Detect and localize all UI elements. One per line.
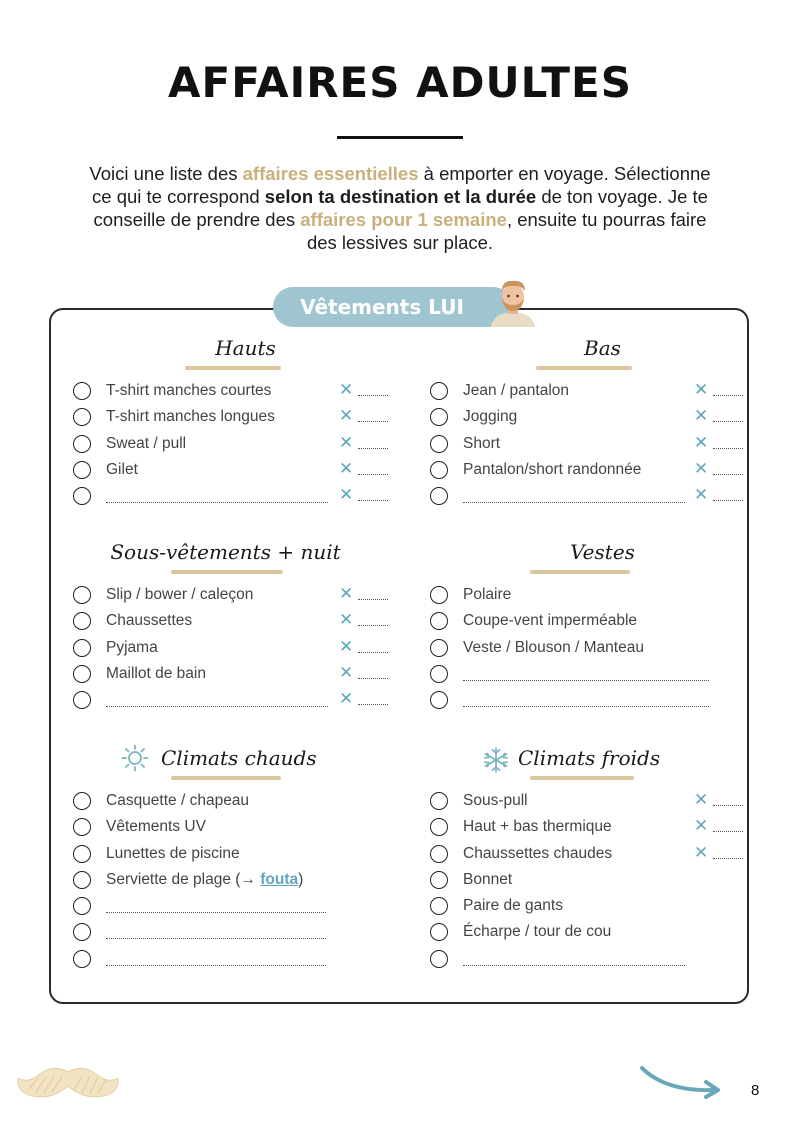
item-label: Polaire	[463, 586, 512, 603]
section-underline	[530, 570, 630, 574]
blank-line[interactable]	[106, 706, 328, 707]
checklist-item-blank[interactable]	[73, 895, 418, 921]
checkbox[interactable]	[430, 408, 448, 426]
checkbox[interactable]	[430, 897, 448, 915]
item-label: Casquette / chapeau	[106, 792, 250, 809]
section-underline	[185, 366, 281, 370]
close-icon: ✕	[339, 610, 354, 631]
section-bas	[430, 336, 775, 511]
blank-line[interactable]	[463, 706, 709, 707]
checkbox[interactable]	[73, 665, 91, 683]
checkbox[interactable]	[73, 487, 91, 505]
checkbox[interactable]	[73, 586, 91, 604]
checkbox[interactable]	[430, 845, 448, 863]
checklist-item[interactable]	[430, 406, 775, 432]
blank-line[interactable]	[463, 680, 709, 681]
checklist-item[interactable]	[73, 843, 418, 869]
quantity-line[interactable]	[358, 500, 388, 501]
blank-line[interactable]	[106, 502, 328, 503]
close-icon: ✕	[339, 380, 354, 400]
close-icon: ✕	[694, 816, 709, 837]
checkbox[interactable]	[73, 435, 91, 453]
checkbox[interactable]	[73, 691, 91, 709]
checkbox[interactable]	[430, 950, 448, 968]
section-hauts	[73, 336, 418, 511]
checkbox[interactable]	[73, 818, 91, 836]
close-icon: ✕	[339, 432, 354, 453]
checklist-item-blank[interactable]	[73, 485, 418, 511]
section-title: Hauts	[215, 336, 276, 360]
close-icon: ✕	[339, 584, 354, 604]
quantity-line[interactable]	[358, 421, 388, 422]
item-label: Chaussettes chaudes	[463, 844, 613, 862]
sun-icon	[121, 744, 149, 772]
checklist-item[interactable]	[73, 790, 418, 816]
checkbox[interactable]	[73, 950, 91, 968]
close-icon: ✕	[694, 485, 709, 506]
intro-highlight: affaires pour 1 semaine	[300, 209, 507, 230]
checklist-item-blank[interactable]	[73, 921, 418, 947]
checkbox[interactable]	[430, 639, 448, 657]
section-underline	[530, 776, 634, 780]
blank-line[interactable]	[106, 965, 326, 966]
item-label: Coupe-vent imperméable	[463, 612, 638, 630]
checklist-item-blank[interactable]	[430, 948, 775, 974]
page-title: AFFAIRES ADULTES	[168, 58, 632, 107]
item-label: Jogging	[463, 408, 518, 426]
checklist-item[interactable]	[73, 663, 418, 689]
page-number: 8	[751, 1082, 760, 1099]
checklist-item[interactable]	[430, 790, 775, 816]
item-label: Short	[463, 434, 501, 452]
section-header	[430, 336, 775, 380]
item-label-text: )	[298, 870, 304, 888]
checklist-item[interactable]	[430, 869, 775, 895]
quantity-line[interactable]	[713, 448, 743, 449]
intro-paragraph	[80, 162, 720, 254]
section-underline	[536, 366, 632, 370]
item-label-text: Serviette de plage (→	[106, 870, 261, 888]
item-label: Pantalon/short randonnée	[463, 460, 642, 478]
quantity-line[interactable]	[358, 678, 388, 679]
item-label: Jean / pantalon	[463, 382, 570, 399]
quantity-line[interactable]	[713, 395, 743, 396]
checkbox[interactable]	[430, 871, 448, 889]
item-label: Haut + bas thermique	[463, 818, 612, 836]
checklist-item[interactable]	[73, 433, 418, 459]
checklist-item[interactable]	[430, 459, 775, 485]
checklist-item[interactable]	[430, 921, 775, 947]
close-icon: ✕	[694, 406, 709, 427]
title-underline	[337, 136, 463, 139]
checkbox[interactable]	[73, 897, 91, 915]
checklist-item[interactable]	[73, 610, 418, 636]
checklist-item[interactable]	[73, 459, 418, 485]
checkbox[interactable]	[73, 408, 91, 426]
quantity-line[interactable]	[713, 474, 743, 475]
checkbox[interactable]	[430, 818, 448, 836]
checkbox[interactable]	[430, 665, 448, 683]
intro-text: Voici une liste des	[89, 163, 243, 184]
item-label	[106, 871, 303, 889]
section-underline	[171, 776, 281, 780]
checkbox[interactable]	[73, 923, 91, 941]
checklist-item[interactable]	[430, 380, 775, 406]
quantity-line[interactable]	[358, 599, 388, 600]
item-label: Chaussettes	[106, 612, 193, 630]
checklist-item[interactable]	[430, 895, 775, 921]
quantity-line[interactable]	[713, 858, 743, 859]
close-icon: ✕	[694, 842, 709, 863]
checkbox[interactable]	[430, 586, 448, 604]
checklist-item-blank[interactable]	[73, 689, 418, 715]
checklist-item[interactable]	[430, 433, 775, 459]
next-arrow-icon[interactable]	[638, 1062, 726, 1102]
checkbox[interactable]	[73, 461, 91, 479]
close-icon: ✕	[694, 458, 709, 479]
close-icon: ✕	[694, 380, 709, 400]
checklist-item[interactable]	[73, 869, 418, 895]
quantity-line[interactable]	[358, 652, 388, 653]
close-icon: ✕	[694, 790, 709, 810]
checklist-item[interactable]	[430, 610, 775, 636]
checkbox[interactable]	[73, 845, 91, 863]
checklist-item[interactable]	[430, 584, 775, 610]
item-label: Pyjama	[106, 638, 158, 656]
quantity-line[interactable]	[358, 704, 388, 705]
close-icon: ✕	[339, 636, 354, 657]
fouta-link[interactable]: fouta	[260, 870, 299, 888]
intro-text: de ton voyage. Je te conseille de prendre des	[93, 186, 708, 230]
item-label: T-shirt manches longues	[106, 408, 275, 426]
section-climats-froids	[430, 746, 775, 974]
item-label: Gilet	[106, 460, 138, 478]
blank-line[interactable]	[463, 965, 685, 966]
item-label: Bonnet	[463, 870, 513, 888]
section-title: Bas	[584, 336, 621, 360]
checkbox[interactable]	[73, 612, 91, 630]
blank-line[interactable]	[106, 912, 326, 913]
quantity-line[interactable]	[358, 474, 388, 475]
section-header	[73, 746, 418, 790]
checkbox[interactable]	[430, 923, 448, 941]
checkbox[interactable]	[73, 382, 91, 400]
checklist-item[interactable]	[430, 843, 775, 869]
checkbox[interactable]	[430, 691, 448, 709]
item-label: Sous-pull	[463, 792, 528, 809]
quantity-line[interactable]	[713, 421, 743, 422]
intro-text: à emporter en voyage. Sélectionne ce qui te correspond	[92, 163, 711, 207]
checkbox[interactable]	[73, 792, 91, 810]
section-header	[430, 746, 775, 790]
section-underline	[171, 570, 283, 574]
checkbox[interactable]	[430, 382, 448, 400]
close-icon: ✕	[694, 432, 709, 453]
checklist-item[interactable]	[73, 406, 418, 432]
checklist-item-blank[interactable]	[430, 689, 775, 715]
item-label: Maillot de bain	[106, 664, 206, 682]
checkbox[interactable]	[430, 435, 448, 453]
close-icon: ✕	[339, 662, 354, 683]
blank-line[interactable]	[106, 938, 326, 939]
checklist-item[interactable]	[430, 637, 775, 663]
intro-text: , ensuite tu pourras faire des lessives sur place.	[306, 209, 707, 253]
close-icon: ✕	[339, 406, 354, 427]
section-title: Vestes	[570, 540, 635, 564]
section-title: Climats chauds	[161, 746, 317, 770]
close-icon: ✕	[339, 458, 354, 479]
intro-bold: selon ta destination et la durée	[264, 186, 537, 207]
item-label: Sweat / pull	[106, 434, 187, 452]
section-title: Climats froids	[518, 746, 661, 770]
checklist-item[interactable]	[73, 637, 418, 663]
close-icon: ✕	[339, 485, 354, 506]
checklist-item-blank[interactable]	[430, 663, 775, 689]
checkbox[interactable]	[73, 871, 91, 889]
section-header	[73, 336, 418, 380]
checkbox[interactable]	[430, 461, 448, 479]
item-label: Paire de gants	[463, 897, 563, 915]
checklist-item[interactable]	[73, 584, 418, 610]
quantity-line[interactable]	[713, 805, 743, 806]
item-label: T-shirt manches courtes	[106, 382, 272, 399]
item-label: Écharpe / tour de cou	[463, 923, 612, 941]
section-tag: Vêtements LUI	[273, 287, 513, 327]
man-avatar-icon	[487, 277, 539, 327]
quantity-line[interactable]	[358, 395, 388, 396]
snowflake-icon	[482, 746, 510, 774]
item-label: Veste / Blouson / Manteau	[463, 638, 644, 656]
quantity-line[interactable]	[358, 625, 388, 626]
item-label: Vêtements UV	[106, 818, 206, 836]
section-climats-chauds	[73, 746, 418, 974]
quantity-line[interactable]	[713, 500, 743, 501]
section-header	[430, 540, 775, 584]
section-header	[73, 540, 418, 584]
intro-highlight: affaires essentielles	[242, 163, 419, 184]
checkbox[interactable]	[430, 612, 448, 630]
section-vestes	[430, 540, 775, 715]
quantity-line[interactable]	[713, 831, 743, 832]
item-label: Lunettes de piscine	[106, 844, 240, 862]
checklist-item-blank[interactable]	[430, 485, 775, 511]
close-icon: ✕	[339, 689, 354, 710]
checklist-item[interactable]	[73, 816, 418, 842]
checklist-item[interactable]	[73, 380, 418, 406]
checkbox[interactable]	[73, 639, 91, 657]
quantity-line[interactable]	[358, 448, 388, 449]
mustache-icon	[14, 1062, 122, 1104]
checklist-item-blank[interactable]	[73, 948, 418, 974]
checkbox[interactable]	[430, 792, 448, 810]
section-title: Sous-vêtements + nuit	[110, 540, 341, 564]
section-sous-vetements	[73, 540, 418, 715]
checkbox[interactable]	[430, 487, 448, 505]
checklist-item[interactable]	[430, 816, 775, 842]
blank-line[interactable]	[463, 502, 685, 503]
item-label: Slip / bower / caleçon	[106, 586, 254, 603]
